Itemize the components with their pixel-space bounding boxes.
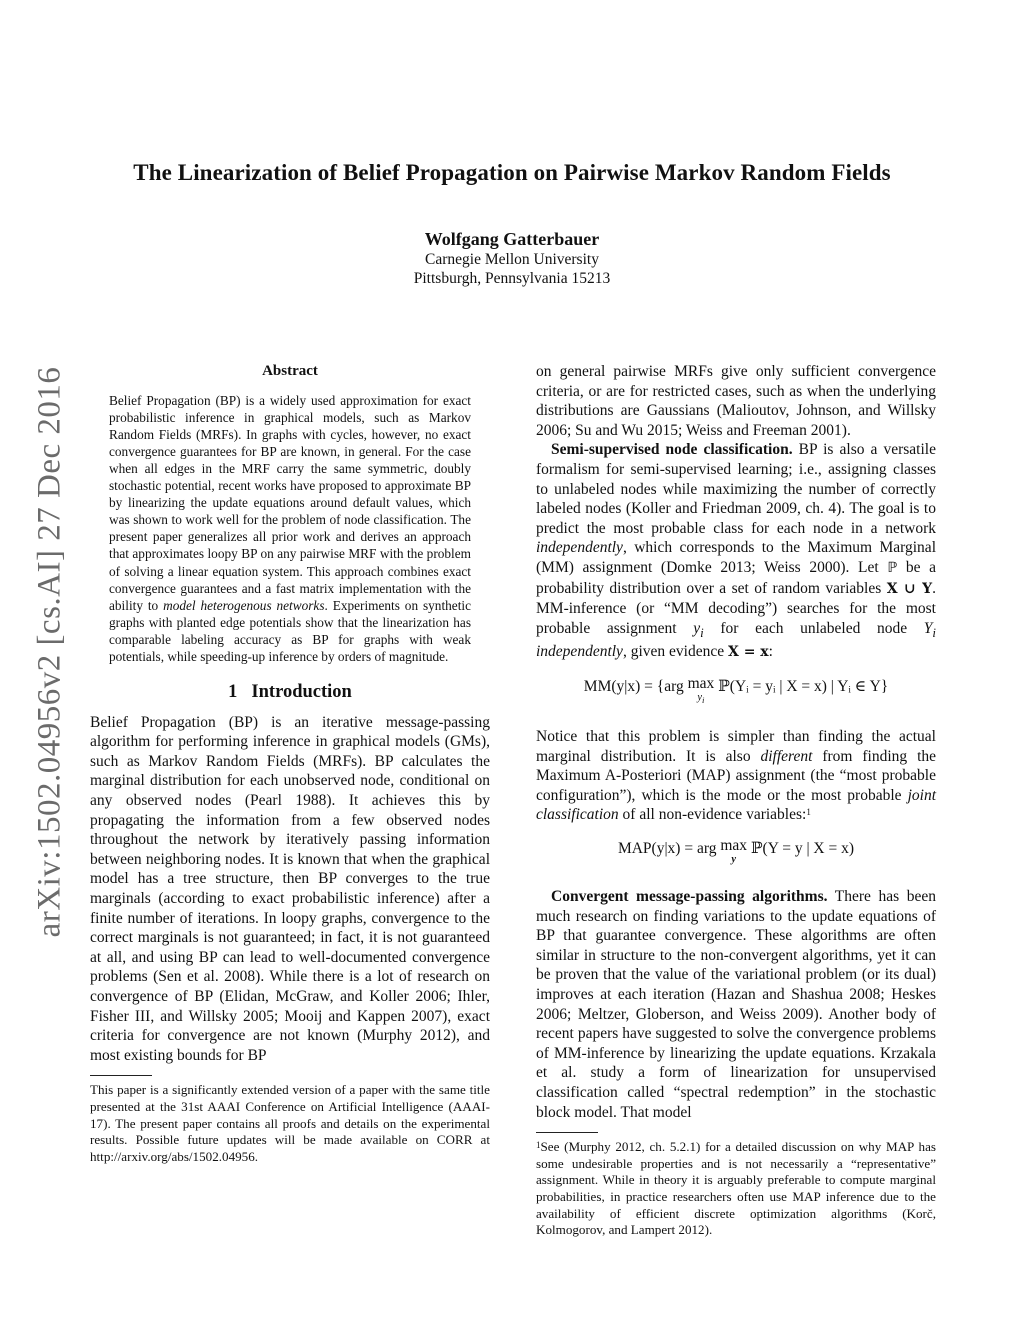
author-address: Pittsburgh, Pennsylvania 15213	[413, 270, 611, 287]
author-block	[312, 228, 712, 288]
semi-part-3: be a probability distribution over a set of random variables	[536, 558, 937, 597]
notice-part-1: Notice that this problem is simpler than finding the actual marginal distribution. It is also	[536, 728, 936, 765]
section-title: Introduction	[251, 682, 352, 703]
footnote-rule-right	[536, 1132, 598, 1133]
paper-title: The Linearization of Belief Propagation on Pairwise Markov Random Fields	[133, 160, 891, 185]
notice-paragraph	[536, 727, 936, 825]
semi-emph-1: independently	[536, 539, 623, 557]
semi-part-4: . MM-inference (or “MM decoding”) searches for the most probable assignment	[536, 579, 936, 637]
eq-mm-lhs: MM(y|x) = {arg	[583, 678, 684, 695]
footnote-marker: 1	[806, 807, 811, 818]
semi-emph-2: independently	[536, 643, 623, 661]
semi-supervised-heading: Semi-supervised node classification.	[551, 441, 793, 459]
semi-part-6: , given evidence	[622, 643, 728, 661]
eq-mm-sub	[688, 691, 715, 707]
semi-supervised-paragraph	[536, 440, 936, 663]
math-yi: y	[693, 619, 701, 637]
abstract-part-b: . Experiments on synthetic graphs with planted edge potentials show that the linearization has comparable labeling accuracy as BP for graphs with weak potentials, while speeding-up inference by orders of magnitude.	[109, 597, 471, 664]
eq-mm-argmax	[688, 677, 715, 707]
footnote-rule	[90, 1075, 152, 1076]
semi-part-1: BP is also a versatile formalism for semi-supervised learning; i.e., assigning classes to unlabeled nodes while maximizing the number of correctly labeled nodes (Koller and Friedman 2009, ch. 4). The goal is to predict the most probable class for each node in a network	[536, 441, 936, 537]
left-column	[90, 362, 490, 1165]
eq-mm-max: max	[687, 675, 715, 692]
author-affiliation: Carnegie Mellon University	[425, 251, 599, 268]
author-name: Wolfgang Gatterbauer	[424, 229, 600, 249]
right-footnote	[536, 1139, 936, 1239]
convergent-heading: Convergent message-passing algorithms.	[551, 888, 828, 906]
notice-emph-2: joint classification	[536, 786, 936, 824]
eq-map-lhs: MAP(y|x) = arg	[617, 840, 717, 858]
equation-map	[536, 839, 936, 867]
abstract-part-a: Belief Propagation (BP) is a widely used approximation for exact probabilistic inference in graphical models, such as Markov Random Fields (MRFs). In graphs with cycles, however, no exact convergence guarantees for BP are known, in general. For the case when all edges in the MRF carry the same symmetric, doubly stochastic potential, recent works have proposed to approximate BP by linearizing the update equations around default values, which was shown to work well for the problem of node classification. The present paper generalizes all prior work and derives an approach that approximates loopy BP on any pairwise MRF with the problem of solving a linear equation system. This approach combines exact convergence guarantees and a fast matrix implementation with the ability to	[109, 392, 471, 613]
eq-map-rhs: ℙ(Y = y | X = x)	[750, 840, 855, 858]
math-Yi-sub: i	[932, 624, 936, 640]
semi-part-5: for each unlabeled node	[703, 619, 924, 637]
right-column	[536, 362, 936, 1239]
section-heading-introduction	[90, 683, 490, 703]
abstract-emphasis: model heterogenous networks	[163, 597, 325, 613]
math-yi-sub: i	[700, 624, 704, 640]
notice-part-3: of all non-evidence variables:	[618, 806, 807, 824]
semi-part-2: , which corresponds to the Maximum Marginal (MM) assignment (Domke 2013; Weiss 2000). Let	[536, 539, 936, 576]
eq-mm-sub-var: y	[697, 692, 703, 703]
arxiv-side-banner: arXiv:1502.04956v2 [cs.AI] 27 Dec 2016	[31, 366, 68, 938]
right-footnote-text: See (Murphy 2012, ch. 5.2.1) for a detailed discussion on why MAP has some undesirable properties and is not necessarily a “representative” assignment. While in theory it is arguably preferable to compute marginal probabilities, in practice researchers often use MAP inference due to the availability of efficient discrete optimization algorithms (Korč, Kolmogorov, and Lampert 2012).	[536, 1139, 936, 1238]
notice-emph-1: different	[760, 747, 813, 765]
eq-map-sub: y	[731, 854, 737, 866]
eq-mm-sub-index: i	[702, 695, 705, 706]
semi-part-7: :	[768, 643, 773, 661]
eq-map-argmax	[720, 839, 747, 867]
math-variable-set: X ∪ Y	[886, 580, 933, 597]
math-evidence: X = x	[727, 644, 769, 661]
intro-paragraph: Belief Propagation (BP) is an iterative message-passing algorithm for performing inference in graphical models (GMs), such as Markov Random Fields (MRFs). BP calculates the marginal distribution for each unobserved node, conditional on any observed nodes (Pearl 1988). It achieves this by propagating the information from a few observed nodes throughout the network by iteratively passing information between neighboring nodes. It is known that when the graphical model has a tree structure, then BP converges to the true marginals (according to exact probabilistic inference) after a finite number of iterations. In loopy graphs, convergence to the correct marginals is not guaranteed; in fact, it is not guaranteed at all, and using BP can lead to well-documented convergence problems (Sen et al. 2008). While there is a lot of research on convergence of BP (Elidan, McGraw, and Koller 2006; Ihler, Fisher III, and Willsky 2005; Mooij and Kappen 2007), exact criteria for convergence are not known (Murphy 2012), and most existing bounds for BP	[90, 713, 490, 1064]
eq-map-max: max	[720, 837, 748, 855]
convergent-paragraph	[536, 887, 936, 1122]
abstract-text	[109, 392, 471, 666]
abstract-heading: Abstract	[262, 363, 318, 379]
equation-mm	[536, 677, 936, 707]
eq-mm-rhs: ℙ(Yᵢ = yᵢ | X = x) | Yᵢ ∈ Y}	[718, 678, 889, 695]
notice-part-2: from finding the Maximum A-Posteriori (MAP) assignment (the “most probable configuration”), which is the mode or the most probable	[536, 747, 937, 804]
right-continuation-paragraph: on general pairwise MRFs give only sufficient convergence criteria, or are for restricted cases, such as when the underlying distributions are Gaussians (Malioutov, Johnson, and Willsky 2006; Su and Wu 2015; Weiss and Freeman 2001).	[536, 363, 936, 439]
left-footnote: This paper is a significantly extended version of a paper with the same title presented at the 31st AAAI Conference on Artificial Intelligence (AAAI-17). The present paper contains all proofs and details on the experimental results. Possible future updates will be made available on CORR at http://arxiv.org/abs/1502.04956.	[90, 1082, 490, 1164]
right-footnote-marker: 1	[536, 1140, 541, 1151]
math-Yi: Y	[923, 619, 933, 637]
convergent-text: There has been much research on finding variations to the update equations of BP that guarantee convergence. These algorithms are often similar in structure to the non-convergent algorithms, yet it can be proven that the value of the variational problem (or its dual) improves at each iteration (Hazan and Shashua 2008; Heskes 2006; Meltzer, Globerson, and Weiss 2009). Another body of recent papers have suggested to solve the convergence problems of MM-inference by linearizing the update equations. Krzakala et al. study a form of linearization for unsupervised classification called “spectral redemption” in the stochastic block model. That model	[536, 888, 937, 1121]
math-prob-symbol: ℙ	[887, 559, 898, 576]
section-number: 1	[228, 682, 238, 703]
